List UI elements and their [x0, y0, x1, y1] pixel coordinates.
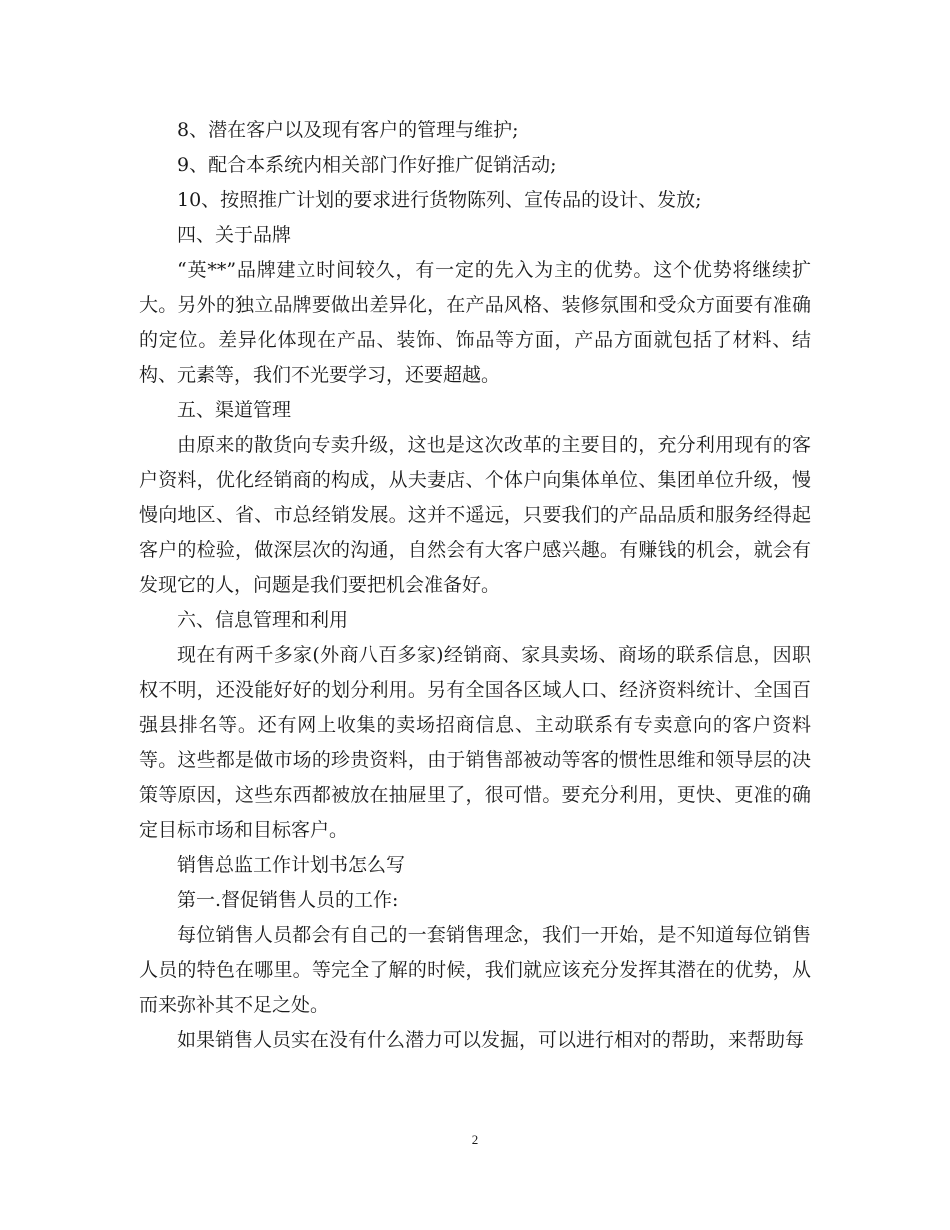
- list-item-10: 10、按照推广计划的要求进行货物陈列、宣传品的设计、发放;: [177, 189, 702, 211]
- list-item-9: 9、配合本系统内相关部门作好推广促销活动;: [177, 154, 557, 176]
- section-heading-sales-director-plan: 销售总监工作计划书怎么写: [177, 854, 406, 876]
- section-heading-channel: 五、渠道管理: [177, 399, 292, 421]
- page-number: 2: [471, 1132, 479, 1147]
- section-heading-brand: 四、关于品牌: [177, 224, 292, 246]
- list-item-8: 8、潜在客户以及现有客户的管理与维护;: [177, 119, 519, 141]
- paragraph-channel: 由原来的散货向专卖升级，这也是这次改革的主要目的，充分利用现有的客户资料，优化经销商的构成，从夫妻店、个体户向集体单位、集团单位升级，慢慢向地区、省、市总经销发展。这并不遥远，只要我们的产品品质和服务经得起客户的检验，做深层次的沟通，自然会有大客户感兴趣。有赚钱的机会，就会有发现它的人，问题是我们要把机会准备好。: [139, 434, 811, 596]
- document-body: [139, 113, 811, 1058]
- paragraph-sales-help: 如果销售人员实在没有什么潜力可以发掘，可以进行相对的帮助，来帮助每: [177, 1029, 805, 1051]
- subheading-supervise-sales: 第一.督促销售人员的工作:: [177, 889, 399, 911]
- section-heading-information: 六、信息管理和利用: [177, 609, 349, 631]
- paragraph-information: 现在有两千多家(外商八百多家)经销商、家具卖场、商场的联系信息，因职权不明，还没能好好的划分利用。另有全国各区域人口、经济资料统计、全国百强县排名等。还有网上收集的卖场招商信息、主动联系有专卖意向的客户资料等。这些都是做市场的珍贵资料，由于销售部被动等客的惯性思维和领导层的决策等原因，这些东西都被放在抽屉里了，很可惜。要充分利用，更快、更准的确定目标市场和目标客户。: [139, 644, 811, 841]
- paragraph-brand: “英**”品牌建立时间较久，有一定的先入为主的优势。这个优势将继续扩大。另外的独立品牌要做出差异化，在产品风格、装修氛围和受众方面要有准确的定位。差异化体现在产品、装饰、饰品等方面，产品方面就包括了材料、结构、元素等，我们不光要学习，还要超越。: [139, 259, 811, 386]
- paragraph-sales-philosophy: 每位销售人员都会有自己的一套销售理念，我们一开始，是不知道每位销售人员的特色在哪里。等完全了解的时候，我们就应该充分发挥其潜在的优势，从而来弥补其不足之处。: [139, 924, 811, 1016]
